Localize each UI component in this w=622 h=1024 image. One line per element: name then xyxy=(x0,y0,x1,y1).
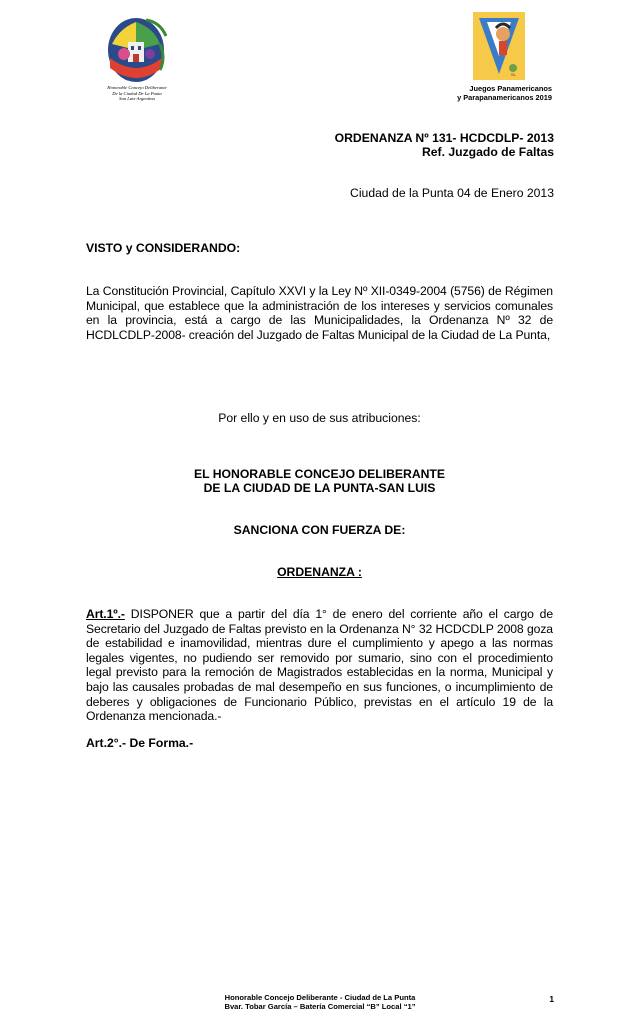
article-1-text: DISPONER que a partir del día 1° de enero del corriente año el cargo de Secretario del Juzgado de Faltas previsto en la Ordenanza N° 32 HCDCDLP 2008 goza de estabilidad e inamovilidad, mientras dure el cumplimiento y apego a las normas legales vigentes, no pudiendo ser removido por sumario, sino con el procedimiento legal previsto para la remoción de Magistrados establecidas en la norma, Municipal y bajo las causales probadas de mal desempeño en sus funciones, o incumplimiento de deberes y obligaciones de Funcionario Público, previstas en el artículo 19 de la Ordenanza mencionada.- xyxy=(86,607,553,724)
footer-line-2: Bvar. Tobar García – Batería Comercial “B” Local “1” xyxy=(224,1002,416,1011)
article-1 xyxy=(86,607,553,724)
visto-heading: VISTO y CONSIDERANDO: xyxy=(86,241,241,255)
council-logo-caption xyxy=(96,85,178,102)
page-number: 1 xyxy=(549,994,554,1004)
article-1-label: Art.1º.- xyxy=(86,607,125,621)
panamerican-games-caption xyxy=(430,84,552,102)
council-name-line-2: DE LA CIUDAD DE LA PUNTA-SAN LUIS xyxy=(203,481,436,495)
ordinance-reference: Ref. Juzgado de Faltas xyxy=(421,145,554,159)
ordenanza-title: ORDENANZA : xyxy=(277,565,362,579)
panamerican-games-logo xyxy=(473,12,525,80)
council-logo-caption-line: San Luis-Argentina xyxy=(119,96,155,102)
article-2: Art.2°.- De Forma.- xyxy=(86,736,194,750)
council-logo-caption-line: De la Ciudad De La Punta xyxy=(112,90,162,96)
footer xyxy=(150,993,490,1011)
sanciona-line: SANCIONA CON FUERZA DE: xyxy=(233,523,406,537)
council-logo xyxy=(100,14,172,84)
svg-text:SL: SL xyxy=(511,72,516,77)
panamerican-caption-line: y Parapanamericanos 2019 xyxy=(457,93,552,102)
por-ello-line: Por ello y en uso de sus atribuciones: xyxy=(218,411,421,425)
ordinance-number: ORDENANZA Nº 131- HCDCDLP- 2013 xyxy=(334,131,554,145)
considerando-paragraph: La Constitución Provincial, Capítulo XXVI y la Ley Nº XII-0349-2004 (5756) de Régimen Municipal, que establece que la administración de los intereses y servicios comunales en la provincia, está a cargo de las Municipalidades, la Ordenanza Nº 32 de HCDLCDLP-2008- creación del Juzgado de Faltas Municipal de la Ciudad de La Punta, xyxy=(86,284,553,342)
footer-line-1: Honorable Concejo Deliberante - Ciudad de La Punta xyxy=(224,993,416,1002)
council-logo-caption-line: Honorable Concejo Deliberante xyxy=(107,85,167,90)
city-date: Ciudad de la Punta 04 de Enero 2013 xyxy=(350,186,554,200)
council-name-line-1: EL HONORABLE CONCEJO DELIBERANTE xyxy=(194,467,445,481)
panamerican-caption-line: Juegos Panamericanos xyxy=(469,84,552,93)
